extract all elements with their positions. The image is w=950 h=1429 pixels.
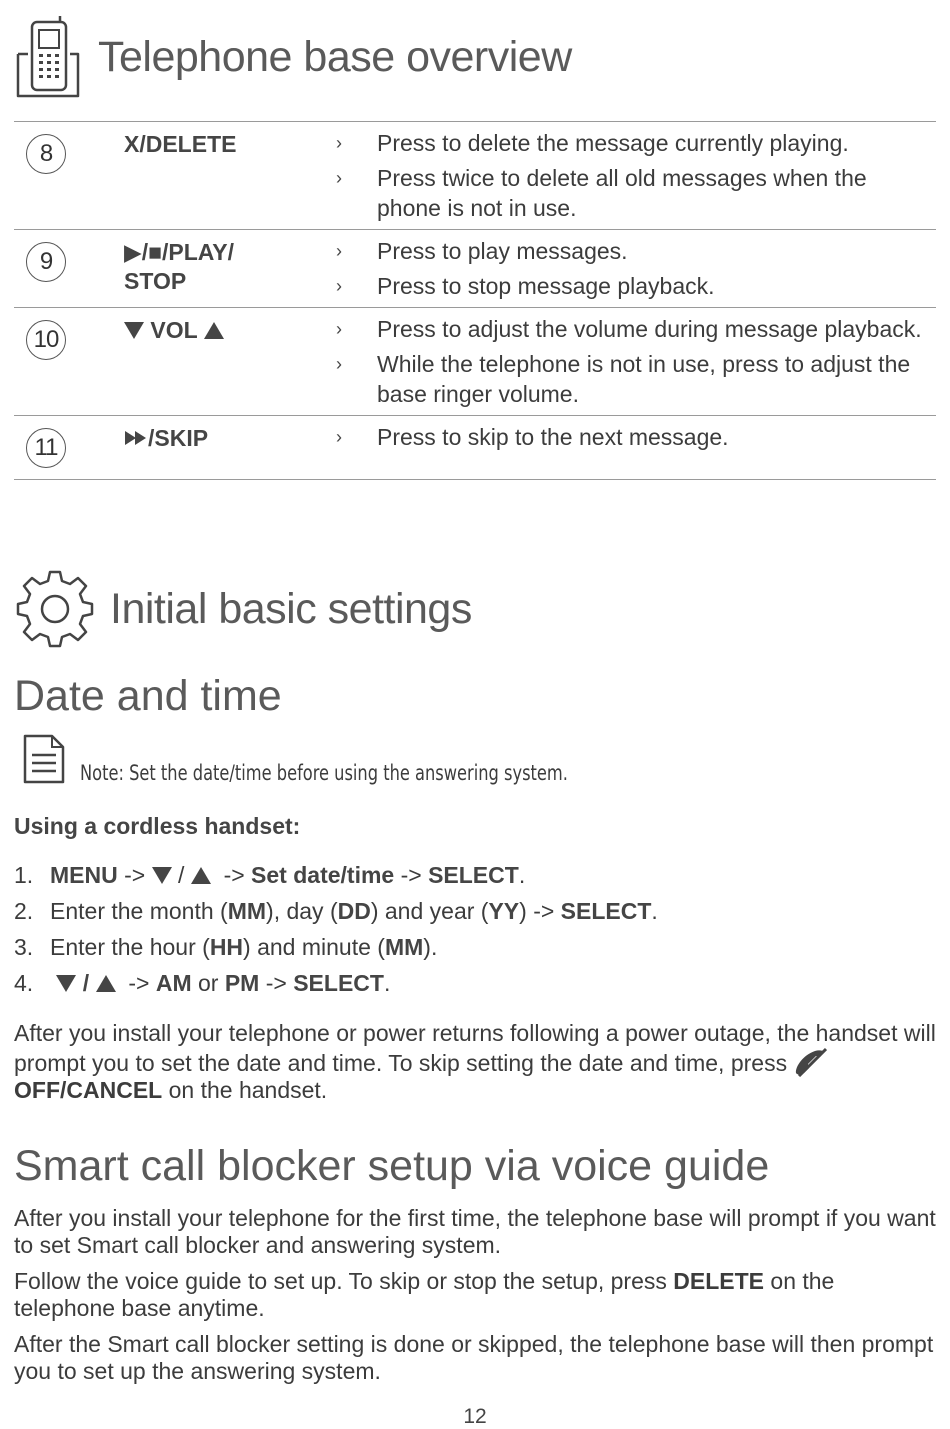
list-item: 2. Enter the month (MM), day (DD) and year (YY) -> SELECT. xyxy=(14,898,658,924)
list-item: › Press to stop message playback. xyxy=(319,271,936,301)
list-item: 3. Enter the hour (HH) and minute (MM). xyxy=(14,934,438,960)
list-item: 1. MENU -> / -> Set date/time -> SELECT. xyxy=(14,862,526,888)
skip-icon xyxy=(124,430,148,446)
row-number: 11 xyxy=(26,428,66,468)
key-label-text: VOL xyxy=(150,317,198,343)
table-row xyxy=(14,416,936,480)
up-arrow-icon xyxy=(191,867,211,884)
phone-base-icon xyxy=(14,14,84,100)
smart-paragraph-2: Follow the voice guide to set up. To skip or stop the setup, press DELETE on the telephone base anytime. xyxy=(14,1268,841,1321)
down-arrow-icon xyxy=(56,975,76,992)
key-label: X/DELETE xyxy=(124,131,237,157)
smart-paragraph-3: After the Smart call blocker setting is done or skipped, the telephone base will then prompt you to set up the answering system. xyxy=(14,1331,934,1384)
volume-down-icon xyxy=(124,322,144,339)
date-time-paragraph: After you install your telephone or power returns following a power outage, the handset will prompt you to set the date and time. To skip setting the date and time, press OFF/CANCEL on the handset. xyxy=(14,1020,936,1103)
page-number: 12 xyxy=(463,1405,487,1428)
list-item: › Press to adjust the volume during message playback. xyxy=(319,314,936,344)
list-item: › While the telephone is not in use, press to adjust the base ringer volume. xyxy=(319,349,936,409)
list-item: › Press to skip to the next message. xyxy=(319,422,936,452)
list-item: › Press to play messages. xyxy=(319,236,936,266)
smart-paragraph-1: After you install your telephone for the first time, the telephone base will prompt if you want to set Smart call blocker and answering system. xyxy=(14,1205,936,1258)
list-item: › Press twice to delete all old messages when the phone is not in use. xyxy=(319,163,936,223)
up-arrow-icon xyxy=(96,975,116,992)
date-time-title: Date and time xyxy=(14,672,282,720)
gear-icon xyxy=(14,568,96,650)
key-label-line: STOP xyxy=(124,268,187,294)
key-label xyxy=(124,230,319,308)
row-number: 10 xyxy=(26,320,66,360)
using-label: Using a cordless handset: xyxy=(14,813,301,839)
table-row xyxy=(14,230,936,308)
overview-header xyxy=(14,14,572,100)
key-label-text: /SKIP xyxy=(148,425,209,451)
note-text: Note: Set the date/time before using the answering system. xyxy=(80,761,568,785)
settings-title: Initial basic settings xyxy=(110,584,472,633)
key-label xyxy=(124,416,319,480)
list-item: › Press to delete the message currently playing. xyxy=(319,128,936,158)
table-row xyxy=(14,308,936,416)
row-number: 8 xyxy=(26,134,66,174)
note xyxy=(22,733,647,785)
bullet-list xyxy=(319,236,936,301)
off-cancel-phone-icon xyxy=(793,1047,827,1077)
down-arrow-icon xyxy=(152,867,172,884)
smart-call-blocker-title: Smart call blocker setup via voice guide xyxy=(14,1142,770,1190)
bullet-list xyxy=(319,314,936,409)
row-number: 9 xyxy=(26,242,66,282)
bullet-list xyxy=(319,422,936,452)
key-label xyxy=(124,308,319,416)
bullet-list xyxy=(319,128,936,223)
key-label-line: ▶/■/PLAY/ xyxy=(124,239,234,265)
table-row xyxy=(14,122,936,230)
list-item: 4. / -> AM or PM -> SELECT. xyxy=(14,970,391,996)
settings-header xyxy=(14,568,472,650)
overview-title: Telephone base overview xyxy=(98,32,572,81)
steps-list xyxy=(14,857,934,1001)
key-table xyxy=(14,121,936,480)
note-icon xyxy=(22,733,66,785)
volume-up-icon xyxy=(204,322,224,339)
